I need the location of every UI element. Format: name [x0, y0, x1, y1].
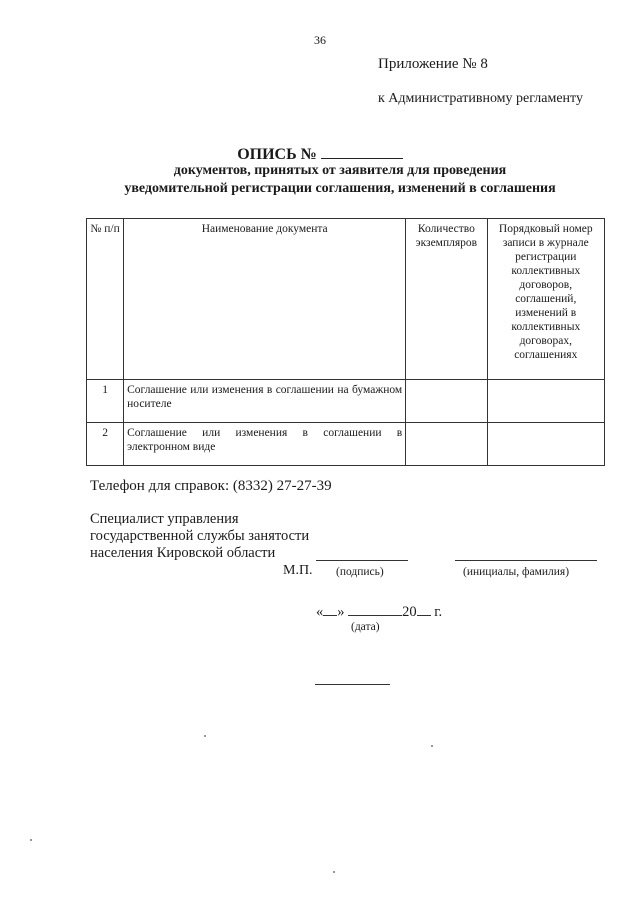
- year-blank: [417, 603, 431, 616]
- signature-caption: (подпись): [336, 566, 384, 578]
- year-suffix: г.: [434, 604, 443, 620]
- inventory-number-blank: [321, 144, 403, 159]
- scan-speck: [431, 745, 433, 747]
- row-record-number: [487, 423, 604, 466]
- signature-line: [316, 560, 408, 561]
- date-open-quote: «: [316, 604, 324, 620]
- appendix-title: Приложение № 8: [378, 56, 488, 72]
- end-separator-line: [315, 684, 390, 685]
- document-subtitle-line2: уведомительной регистрации соглашения, изменений в соглашения: [124, 181, 556, 196]
- specialist-line1: Специалист управления: [90, 511, 239, 527]
- row-number: 2: [87, 423, 124, 466]
- header-number: № п/п: [87, 219, 124, 380]
- specialist-line3: населения Кировской области: [90, 545, 276, 561]
- specialist-line2: государственной службы занятости: [90, 528, 310, 544]
- row-document-name: Соглашение или изменения в соглашении в электронном виде: [124, 423, 406, 466]
- scan-speck: [30, 839, 32, 841]
- document-title: [0, 144, 640, 164]
- header-document-name: Наименование документа: [124, 219, 406, 380]
- row-copies: [406, 423, 487, 466]
- row-copies: [406, 380, 487, 423]
- day-blank: [323, 603, 337, 616]
- row-record-number: [487, 380, 604, 423]
- row-document-name: Соглашение или изменения в соглашении на бумажном носителе: [124, 380, 406, 423]
- table-row: [87, 380, 605, 423]
- stamp-place-label: М.П.: [283, 563, 313, 578]
- row-number: 1: [87, 380, 124, 423]
- scan-speck: [204, 735, 206, 737]
- table-row: [87, 423, 605, 466]
- appendix-subtitle: к Административному регламенту: [378, 91, 583, 106]
- date-close-quote: »: [337, 604, 345, 620]
- header-copies: Количество экземпляров: [406, 219, 487, 380]
- document-title-text: ОПИСЬ №: [237, 146, 317, 163]
- phone-info: Телефон для справок: (8332) 27-27-39: [90, 478, 332, 494]
- initials-line: [455, 560, 597, 561]
- initials-caption: (инициалы, фамилия): [463, 566, 570, 578]
- scan-speck: [333, 871, 335, 873]
- month-blank: [348, 603, 402, 616]
- table-header-row: [87, 219, 605, 380]
- date-caption: (дата): [351, 621, 380, 633]
- documents-table: [86, 218, 605, 466]
- year-prefix: 20: [402, 604, 417, 620]
- date-field: [316, 603, 442, 621]
- header-record-number: Порядковый номер записи в журнале регистрации коллективных договоров, соглашений, изменений в коллективных договорах, соглашениях: [487, 219, 604, 380]
- page-number: 36: [314, 33, 326, 47]
- document-subtitle-line1: документов, принятых от заявителя для проведения: [173, 163, 507, 178]
